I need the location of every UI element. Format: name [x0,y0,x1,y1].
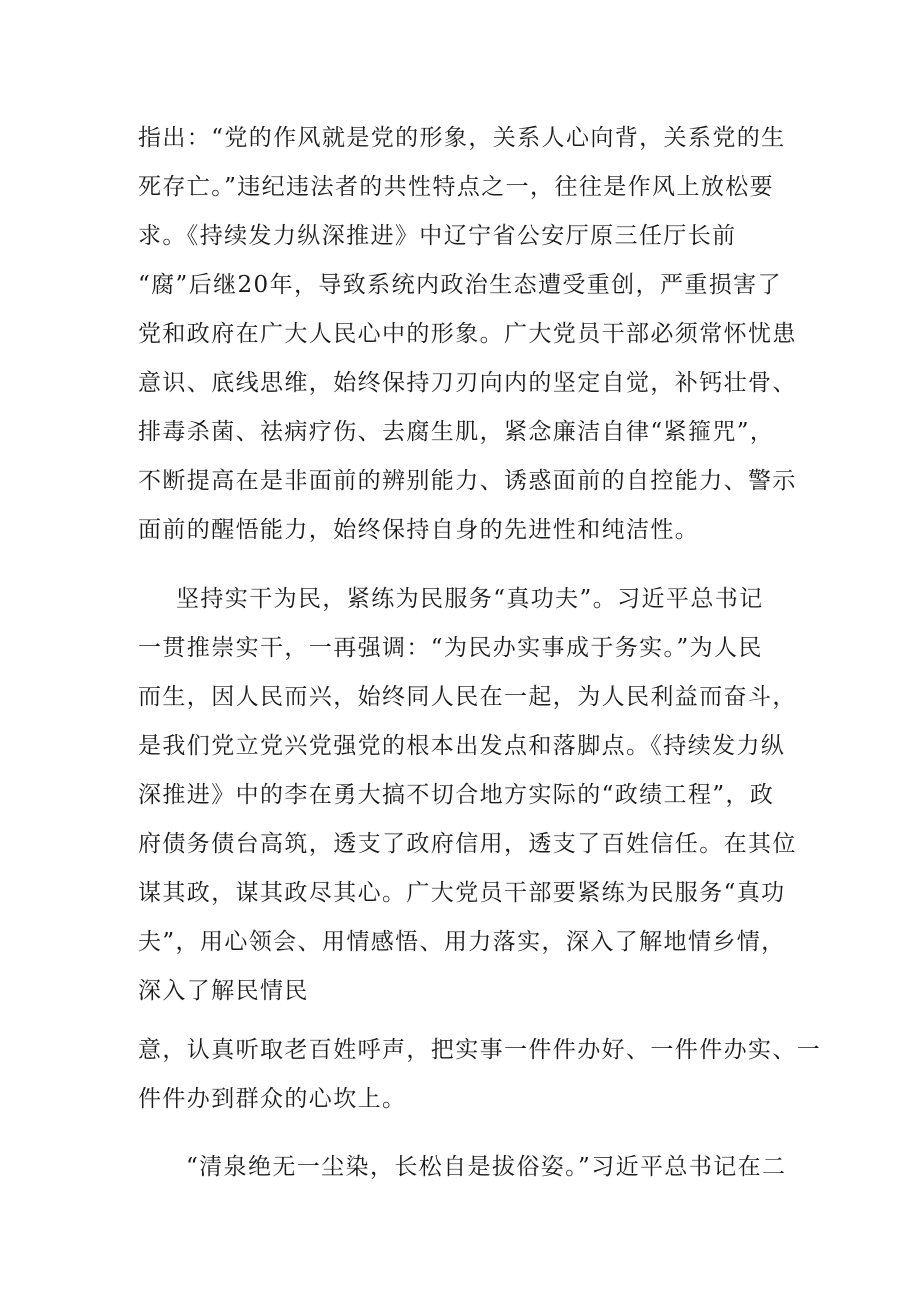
text-line: 深入了解民情民 [138,978,309,1004]
text-line: 死存亡。”违纪违法者的共性特点之一，往往是作风上放松要 [138,174,775,200]
text-line: 谋其政，谋其政尽其心。广大党员干部要紧练为民服务“真功 [138,880,786,906]
text-line: 件件办到群众的心坎上。 [138,1086,407,1112]
text-line: 是我们党立党兴党强党的根本出发点和落脚点。《持续发力纵 [138,733,786,759]
text-line: 夫”，用心领会、用情感悟、用力落实，深入了解地情乡情， [138,929,786,955]
text-line: 指出：“党的作风就是党的形象，关系人心向背，关系党的生 [138,125,786,151]
paragraph-first-line: “清泉绝无一尘染，长松自是拔俗姿。”习近平总书记在二 [186,1154,787,1180]
text-line: 而生，因人民而兴，始终同人民在一起，为人民利益而奋斗， [138,684,797,710]
text-line: 不断提高在是非面前的辨别能力、诱惑面前的自控能力、警示 [138,468,797,494]
paragraph-first-line: 坚持实干为民，紧练为民服务“真功夫”。习近平总书记 [176,586,764,612]
text-line: 府债务债台高筑，透支了政府信用，透支了百姓信任。在其位 [138,831,797,857]
text-line: 意，认真听取老百姓呼声，把实事一件件办好、一件件办实、一 [138,1037,822,1063]
text-line: 深推进》中的李在勇大搞不切合地方实际的“政绩工程”，政 [138,782,775,808]
text-line: 求。《持续发力纵深推进》中辽宁省公安厅原三任厅长前 [138,223,737,249]
text-line: 党和政府在广大人民心中的形象。广大党员干部必须常怀忧患 [138,321,797,347]
text-line: 意识、底线思维，始终保持刀刃向内的坚定自觉，补钙壮骨、 [138,370,797,396]
text-line: 排毒杀菌、祛病疗伤、去腐生肌，紧念廉洁自律“紧箍咒”， [138,419,775,445]
text-line: “腐”后继20年，导致系统内政治生态遭受重创，严重损害了 [138,272,782,298]
text-line: 面前的醒悟能力，始终保持自身的先进性和纯洁性。 [138,517,700,543]
text-line: 一贯推崇实干，一再强调：“为民办实事成于务实。”为人民 [138,635,763,661]
